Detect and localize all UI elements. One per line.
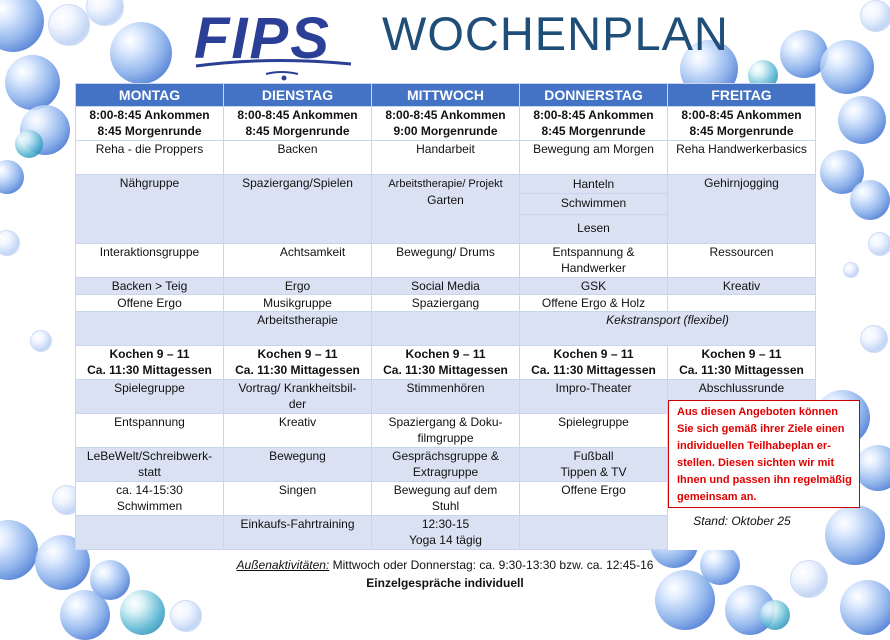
schedule-cell: Gehirnjogging [668, 175, 816, 244]
schedule-cell: Musikgruppe [224, 295, 372, 312]
schedule-cell: Backen [224, 141, 372, 175]
schedule-cell: LeBeWelt/Schreibwerk- statt [76, 448, 224, 482]
schedule-cell: Vortrag/ Krankheitsbil- der [224, 380, 372, 414]
schedule-cell: Offene Ergo [76, 295, 224, 312]
schedule-cell: Hanteln Schwimmen Lesen [520, 175, 668, 244]
day-header-wednesday: MITTWOCH [372, 84, 520, 107]
page-title: WOCHENPLAN [382, 7, 729, 60]
schedule-cell: Kochen 9 – 11 Ca. 11:30 Mittagessen [224, 346, 372, 380]
schedule-cell: Ergo [224, 278, 372, 295]
day-header-thursday: DONNERSTAG [520, 84, 668, 107]
schedule-cell: Reha - die Proppers [76, 141, 224, 175]
schedule-cell: 8:00-8:45 Ankommen 8:45 Morgenrunde [76, 107, 224, 141]
schedule-cell [520, 516, 668, 550]
schedule-cell: Abschlussrunde [668, 380, 816, 414]
schedule-cell: Spielegruppe [520, 414, 668, 448]
schedule-cell: Singen [224, 482, 372, 516]
schedule-cell: Stimmenhören [372, 380, 520, 414]
status-date: Stand: Oktober 25 [693, 514, 791, 528]
header-row [76, 84, 816, 107]
schedule-cell: Spaziergang & Doku- filmgruppe [372, 414, 520, 448]
schedule-cell: Bewegung auf dem Stuhl [372, 482, 520, 516]
notice-box: Aus diesen Angeboten können Sie sich gemäß ihrer Ziele einen individuellen Teilhabeplan er- stellen. Diesen sichten wir mit Ihnen und passen ihn regelmäßig gemeinsam an. [668, 400, 860, 508]
individual-talks-note: Einzelgespräche individuell [366, 576, 524, 590]
schedule-cell: Reha Handwerkerbasics [668, 141, 816, 175]
outdoor-activities-text: Mittwoch oder Donnerstag: ca. 9:30-13:30 bzw. ca. 12:45-16 [329, 558, 654, 572]
schedule-cell: Kreativ [668, 278, 816, 295]
schedule-cell: Arbeitstherapie [224, 312, 372, 346]
schedule-cell: 8:00-8:45 Ankommen 8:45 Morgenrunde [668, 107, 816, 141]
table-row [76, 244, 816, 278]
schedule-cell: Kochen 9 – 11 Ca. 11:30 Mittagessen [520, 346, 668, 380]
schedule-cell: Gesprächsgruppe & Extragruppe [372, 448, 520, 482]
schedule-cell: Spielegruppe [76, 380, 224, 414]
schedule-cell: 8:00-8:45 Ankommen 8:45 Morgenrunde [520, 107, 668, 141]
schedule-cell: Fußball Tippen & TV [520, 448, 668, 482]
schedule-cell: Entspannung [76, 414, 224, 448]
schedule-cell: Bewegung/ Drums [372, 244, 520, 278]
schedule-cell: Kochen 9 – 11 Ca. 11:30 Mittagessen [668, 346, 816, 380]
schedule-cell: Entspannung & Handwerker [520, 244, 668, 278]
schedule-cell: Offene Ergo & Holz [520, 295, 668, 312]
logo-text: FIPS [194, 6, 331, 71]
schedule-cell [76, 516, 224, 550]
schedule-cell: Impro-Theater [520, 380, 668, 414]
schedule-cell: Interaktionsgruppe [76, 244, 224, 278]
schedule-cell: GSK [520, 278, 668, 295]
schedule-cell: ca. 14-15:30 Schwimmen [76, 482, 224, 516]
schedule-cell: Kochen 9 – 11 Ca. 11:30 Mittagessen [372, 346, 520, 380]
schedule-cell: Kochen 9 – 11 Ca. 11:30 Mittagessen [76, 346, 224, 380]
day-header-friday: FREITAG [668, 84, 816, 107]
fips-logo [186, 4, 356, 82]
schedule-cell: Bewegung am Morgen [520, 141, 668, 175]
schedule-cell: Backen > Teig [76, 278, 224, 295]
schedule-cell: Social Media [372, 278, 520, 295]
table-row [76, 278, 816, 295]
table-row [76, 295, 816, 312]
table-row [76, 175, 816, 244]
day-header-monday: MONTAG [76, 84, 224, 107]
schedule-cell: 8:00-8:45 Ankommen 8:45 Morgenrunde [224, 107, 372, 141]
schedule-cell: Nähgruppe [76, 175, 224, 244]
schedule-cell: Offene Ergo [520, 482, 668, 516]
table-row [76, 312, 816, 346]
schedule-cell: 12:30-15 Yoga 14 tägig [372, 516, 520, 550]
schedule-cell: Arbeitstherapie/ Projekt Garten [372, 175, 520, 244]
schedule-cell: Achtsamkeit [224, 244, 372, 278]
table-row [76, 346, 816, 380]
outdoor-activities-note [0, 558, 890, 572]
schedule-cell: Handarbeit [372, 141, 520, 175]
schedule-cell: Spaziergang/Spielen [224, 175, 372, 244]
day-header-tuesday: DIENSTAG [224, 84, 372, 107]
schedule-cell [76, 312, 224, 346]
table-row [76, 107, 816, 141]
schedule-cell: Ressourcen [668, 244, 816, 278]
schedule-cell: Spaziergang [372, 295, 520, 312]
table-row [76, 141, 816, 175]
schedule-cell: Bewegung [224, 448, 372, 482]
schedule-cell [372, 312, 520, 346]
schedule-cell: 8:00-8:45 Ankommen 9:00 Morgenrunde [372, 107, 520, 141]
outdoor-activities-label: Außenaktivitäten: [236, 558, 330, 572]
schedule-cell [668, 295, 816, 312]
schedule-cell: Einkaufs-Fahrtraining [224, 516, 372, 550]
schedule-cell: Kreativ [224, 414, 372, 448]
schedule-cell: Kekstransport (flexibel) [520, 312, 816, 346]
